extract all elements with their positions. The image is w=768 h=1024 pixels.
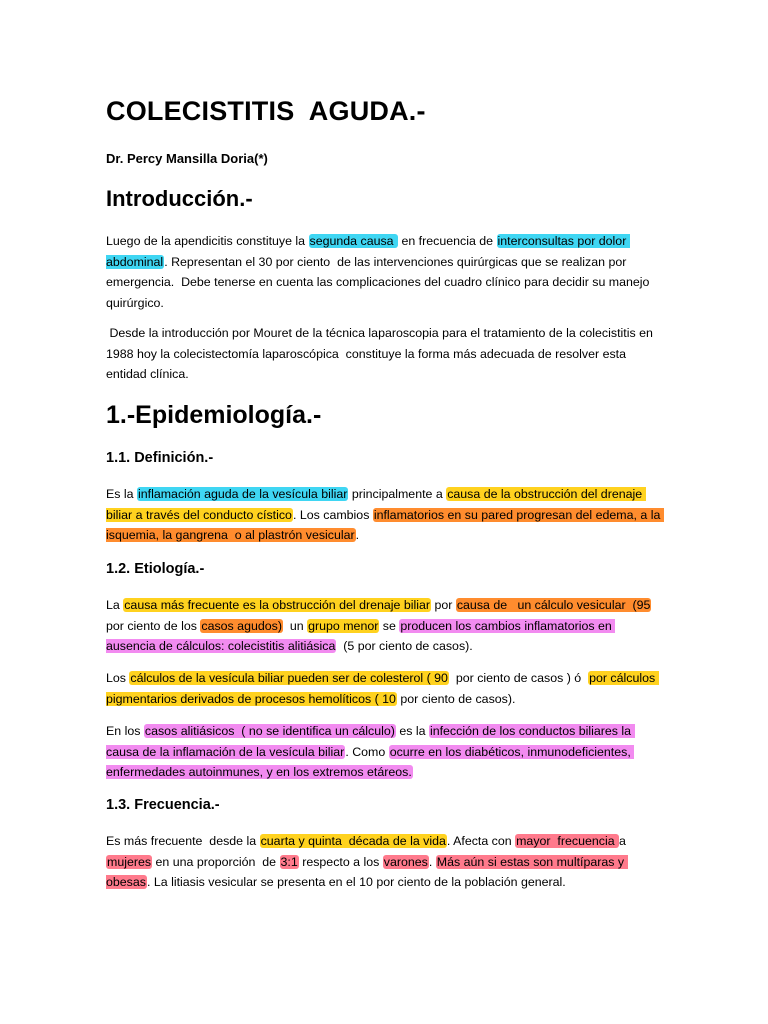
author-line: Dr. Percy Mansilla Doria(*) [106, 151, 268, 166]
highlight-calculo-vesicular: causa de un cálculo vesicular (95 [456, 598, 651, 612]
highlight-decada: cuarta y quinta década de la vida [260, 834, 446, 848]
highlight-pigmentarios: por cálculos pigmentarios derivados de procesos hemolíticos ( 10 [106, 671, 659, 706]
highlight-inflamacion: inflamación aguda de la vesícula biliar [138, 487, 348, 501]
intro-paragraph-2: Desde la introducción por Mouret de la técnica laparoscopia para el tratamiento de la colecistitis en 1988 hoy la colecistectomía laparoscópica constituye la forma más adecuada de resolver esta entidad clínica. [106, 326, 657, 381]
highlight-colesterol: cálculos de la vesícula biliar pueden ser de colesterol ( 90 [130, 671, 448, 685]
frequency-heading: 1.3. Frecuencia.- [106, 797, 220, 813]
highlight-mayor-frecuencia: mayor frecuencia [516, 834, 619, 848]
highlight-interconsultas: interconsultas por dolor abdominal [106, 234, 630, 269]
highlight-inflamatorios: inflamatorios en su pared progresan del edema, a la isquemia, la gangrena o al plastrón vesicular [106, 507, 664, 542]
epidemiology-heading: 1.-Epidemiología.- [106, 401, 322, 429]
etiology-paragraph-3: En los casos alitiásicos ( no se identifica un cálculo) es la infección de los conductos biliares la causa de la inflamación de la vesícula biliar. Como ocurre en los diabéticos, inmunodeficientes, enfermedades autoinmunes, y en los extremos etáreos. [106, 724, 635, 779]
intro-heading: Introducción.- [106, 186, 253, 211]
highlight-alitiasica: producen los cambios inflamatorios en ausencia de cálculos: colecistitis alitiásica [106, 618, 616, 653]
definition-paragraph: Es la inflamación aguda de la vesícula biliar principalmente a causa de la obstrucción del drenaje biliar a través del conducto cístico. Los cambios inflamatorios en su pared progresan del edema, a la isquemia, la gangrena o al plastrón vesicular. [106, 487, 664, 542]
highlight-multiparas: Más aún si estas son multíparas y obesas [106, 854, 628, 889]
document-title: COLECISTITIS AGUDA.- [106, 96, 426, 126]
highlight-segunda-causa: segunda causa [309, 234, 398, 248]
highlight-infeccion: infección de los conductos biliares la causa de la inflamación de la vesícula biliar [106, 724, 635, 759]
etiology-paragraph-2: Los cálculos de la vesícula biliar pueden ser de colesterol ( 90 por ciento de casos ) ó por cálculos pigmentarios derivados de procesos hemolíticos ( 10 por ciento de casos). [106, 671, 659, 706]
definition-heading: 1.1. Definición.- [106, 450, 214, 466]
highlight-causa-obstruccion: causa de la obstrucción del drenaje biliar a través del conducto cístico [106, 487, 646, 522]
highlight-ratio: 3:1 [280, 854, 298, 869]
highlight-grupo-menor: grupo menor [308, 618, 379, 633]
highlight-mujeres: mujeres [107, 854, 152, 869]
etiology-paragraph-1: La causa más frecuente es la obstrucción del drenaje biliar por causa de un cálculo vesicular (95 por ciento de los casos agudos) un grupo menor se producen los cambios inflamatorios en ausencia de cálculos: colecistitis alitiásica (5 por ciento de casos). [106, 598, 655, 653]
intro-paragraph-1: Luego de la apendicitis constituye la segunda causa en frecuencia de interconsultas por dolor abdominal. Representan el 30 por ciento de las intervenciones quirúrgicas que se realizan por emergencia. Debe tenerse en cuenta las complicaciones del cuadro clínico para decidir su manejo quirúrgico. [106, 234, 653, 310]
highlight-causa-frecuente: causa más frecuente es la obstrucción del drenaje biliar [124, 598, 431, 612]
highlight-casos-alitiasicos: casos alitiásicos ( no se identifica un cálculo) [144, 724, 395, 738]
highlight-casos-agudos: casos agudos) [201, 618, 282, 633]
frequency-paragraph: Es más frecuente desde la cuarta y quinta década de la vida. Afecta con mayor frecuencia a mujeres en una proporción de 3:1 respecto a los varones. Más aún si estas son multíparas y obesas. La litiasis vesicular se presenta en el 10 por ciento de la población general. [106, 834, 630, 889]
highlight-diabeticos: ocurre en los diabéticos, inmunodeficientes, enfermedades autoinmunes, y en los extremos etáreos. [106, 744, 635, 779]
highlight-varones: varones [383, 854, 428, 869]
etiology-heading: 1.2. Etiología.- [106, 561, 205, 577]
